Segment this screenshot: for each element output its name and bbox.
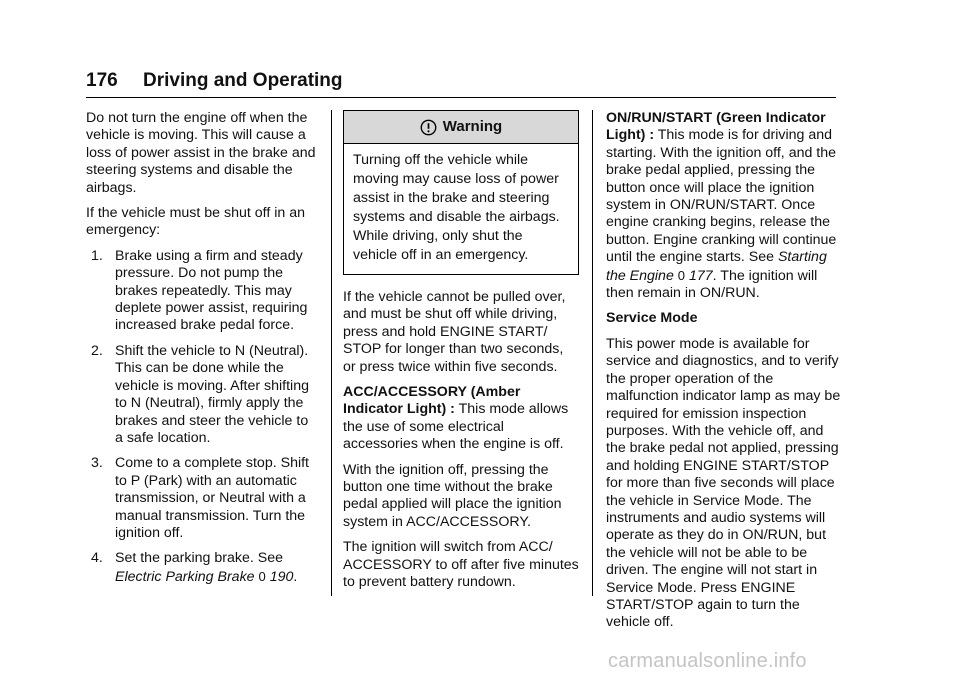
page-reference-symbol: 0	[258, 568, 266, 584]
paragraph: If the vehicle cannot be pulled over, and must be shut off while driving, press and hold ENGINE START/ STOP for longer than two seconds, or press twice within five seconds.	[343, 289, 566, 375]
section-title: Driving and Operating	[143, 70, 343, 91]
step-number: 2.	[91, 342, 103, 359]
step-number: 3.	[91, 455, 103, 472]
column-3	[606, 110, 842, 640]
step-number: 4.	[91, 550, 103, 567]
paragraph: The ignition will switch from ACC/ ACCESSORY to off after five minutes to prevent battery rundown.	[343, 539, 579, 591]
cross-reference-link[interactable]: Starting the Engine	[606, 249, 827, 284]
list-item	[86, 343, 320, 447]
paragraph: Do not turn the engine off when the vehicle is moving. This will cause a loss of power assist in the brake and steering systems and disable the airbags.	[86, 110, 316, 196]
column-2	[343, 110, 579, 600]
warning-box	[343, 110, 579, 275]
warning-header	[344, 111, 578, 144]
page-header	[86, 70, 836, 96]
mode-description-end: . The ignition will then remain in ON/RUN.	[606, 267, 818, 302]
section-subheading: Service Mode	[606, 310, 698, 327]
mode-heading: ON/RUN/START (Green Indicator Light) :	[606, 110, 826, 144]
column-1	[86, 110, 320, 594]
mode-description: This mode allows the use of some electrical accessories when the engine is off.	[343, 401, 569, 453]
paragraph: This power mode is available for service and diagnostics, and to verify the proper operation of the malfunction indicator lamp as may be required for emission inspection purposes. With the vehicle off, and the brake pedal not applied, pressing and holding ENGINE START/STOP for more than five seconds will place the vehicle in Service Mode. The instruments and audio systems will operate as they do in ON/RUN, but the vehicle will not be able to be driven. The engine will not start in Service Mode. Press ENGINE START/STOP again to turn the vehicle off.	[606, 335, 841, 631]
list-item	[86, 455, 320, 542]
header-divider	[86, 97, 836, 98]
warning-body: Turning off the vehicle while moving may cause loss of power assist in the brake and steering systems and disable the airbags. While driving, only shut the vehicle off in an emergency.	[353, 152, 560, 263]
page-number: 176	[86, 70, 118, 91]
warning-icon	[420, 119, 437, 136]
step-text: Set the parking brake. See	[115, 550, 283, 567]
step-text: Shift the vehicle to N (Neutral). This can be done while the vehicle is moving. After shifting to N (Neutral), firmly apply the brakes and steer the vehicle to a safe location.	[115, 342, 309, 446]
paragraph	[606, 110, 842, 302]
page-reference-symbol: 0	[677, 267, 686, 283]
reference-page-number: 177	[688, 267, 713, 284]
cross-reference-link[interactable]: Electric Parking Brake	[115, 568, 255, 585]
paragraph	[343, 384, 579, 454]
paragraph: If the vehicle must be shut off in an emergency:	[86, 205, 305, 239]
list-item	[86, 550, 320, 586]
paragraph: With the ignition off, pressing the button one time without the brake pedal applied will place the ignition system in ACC/ACCESSORY.	[343, 461, 562, 530]
list-item	[86, 248, 320, 335]
step-text: Come to a complete stop. Shift to P (Park) with an automatic transmission, or Neutral with a manual transmission. Turn the ignition off.	[115, 455, 309, 541]
punctuation: .	[293, 568, 298, 585]
column-divider	[331, 110, 332, 596]
reference-page-number: 190	[269, 568, 294, 585]
step-number: 1.	[91, 247, 103, 264]
watermark: carmanualsonline.info	[608, 650, 807, 672]
column-divider	[592, 110, 593, 596]
warning-title: Warning	[442, 118, 503, 136]
mode-heading: ACC/ACCESSORY (Amber Indicator Light) :	[343, 384, 521, 418]
mode-description: This mode is for driving and starting. With the ignition off, and the brake pedal applied, pressing the button once will place the ignition system in ON/RUN/START. Once engine cranking begins, release the button. Engine cranking will continue until the engine starts. See	[606, 127, 837, 266]
step-text: Brake using a firm and steady pressure. Do not pump the brakes repeatedly. This may deplete power assist, requiring increased brake pedal force.	[115, 247, 308, 334]
